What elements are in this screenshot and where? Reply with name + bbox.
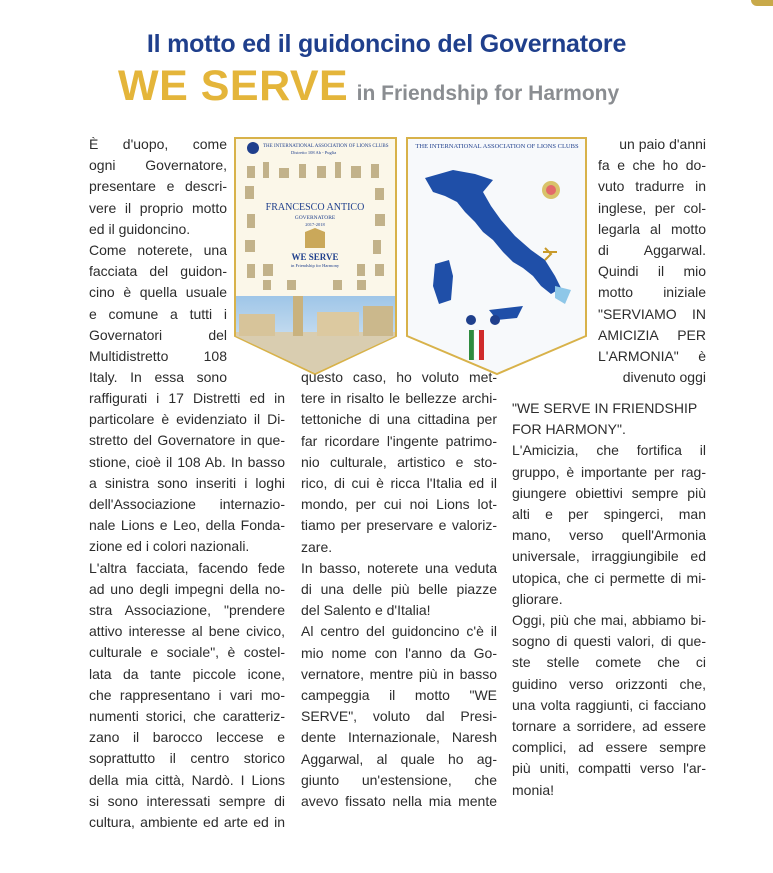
text-line: una volta raggiunti, ci facciano — [512, 696, 706, 713]
text-line: AMICIZIA PER — [598, 326, 706, 343]
text-line: Al centro del guidoncino c'è il — [301, 623, 497, 640]
pennant-left-district: Distretto 108 Ab - Puglia — [291, 150, 337, 155]
text-line: Quindi il mio — [598, 263, 706, 280]
text-line: a sinistra sono inseriti i loghi — [89, 474, 285, 491]
text-line: L'altra facciata, facendo fede — [89, 559, 285, 576]
text-line: monia! — [512, 781, 555, 798]
text-line: avevo fissato nella mia mente — [301, 793, 497, 810]
text-line: lata da tante piccole icone, — [89, 665, 285, 682]
text-line: FOR HARMONY". — [512, 421, 626, 438]
text-line: attivo interesse al bene civico, — [89, 623, 285, 640]
text-line: gliorare. — [512, 590, 563, 607]
text-line: campeggia il motto "WE — [301, 687, 497, 704]
text-line: L'ARMONIA" è — [598, 348, 706, 365]
text-line: si sono interessati sempre di — [89, 792, 285, 809]
text-line: giungere obiettivi sempre più — [512, 484, 706, 501]
motto-we-serve: WE SERVE — [118, 62, 349, 110]
text-line: Come noterete, una — [89, 242, 227, 259]
text-line: stretto del Governatore in que- — [89, 432, 285, 449]
text-line: zano il barocco leccese e — [89, 729, 285, 746]
text-line: mondo, per cui noi Lions lot- — [301, 496, 497, 513]
text-line: nio culturale, artistico e sto- — [301, 453, 497, 470]
text-line: ste stelle comete che ci — [512, 654, 706, 671]
text-line: presentare e descri- — [89, 178, 227, 195]
text-line: tiamo per preservare e valoriz- — [301, 517, 497, 534]
text-line: mano, verso quell'Armonia — [512, 527, 706, 544]
text-line: ogni Governatore, — [89, 157, 227, 174]
corner-decoration — [751, 0, 773, 6]
text-line: sogno di questi valori, di que- — [512, 633, 706, 650]
pennant-left-top-text: THE INTERNATIONAL ASSOCIATION OF LIONS CLUBS — [263, 144, 389, 149]
text-line: ad uno degli impegni della no- — [89, 580, 285, 597]
text-line: più uniti, compatti verso l'ar- — [512, 760, 706, 777]
pennant-right-title: THE INTERNATIONAL ASSOCIATION OF LIONS CLUBS — [415, 143, 579, 150]
text-line: utopica, che ci permette di mi- — [512, 569, 706, 586]
text-line: Oggi, più che mai, abbiamo bi- — [512, 612, 706, 629]
text-line: zione ed i colori nazionali. — [89, 538, 250, 555]
text-line: facciata del guidon- — [89, 263, 227, 280]
text-line: dente Internazionale, Naresh — [301, 729, 497, 746]
text-line: soprattutto il centro storico — [89, 750, 285, 767]
text-line: vernatore, mentre più in basso — [301, 665, 497, 682]
pennant-back-image — [405, 136, 588, 376]
text-line: dell'Associazione internazio- — [89, 496, 285, 513]
text-line: numenti storici, che caratteriz- — [89, 708, 285, 725]
text-line: universale, irraggiungibile ed — [512, 548, 706, 565]
text-line: vere il proprio motto — [89, 199, 227, 216]
text-line: inglese, per col- — [598, 199, 706, 216]
text-line: e comune a tutti i — [89, 305, 227, 322]
text-line: cino è quella usuale — [89, 284, 227, 301]
text-line: Italy. In essa sono — [89, 369, 227, 386]
text-line: far ricordare l'ingente patrimo- — [301, 432, 497, 449]
text-line: L'Amicizia, che fortifica il — [512, 442, 706, 459]
text-line: Governatori del — [89, 326, 227, 343]
text-line: di Aggarwal. — [598, 242, 706, 259]
text-line: zare. — [301, 538, 333, 555]
governor-name: FRANCESCO ANTICO — [265, 202, 365, 213]
page-title: Il motto ed il guidoncino del Governatore — [146, 30, 627, 58]
text-line: Multidistretto 108 — [89, 348, 227, 365]
pennant-front-image — [233, 136, 398, 376]
text-line: "SERVIAMO IN — [598, 305, 706, 322]
text-line: culturale e sociale", è costel- — [89, 644, 285, 661]
column-1-bottom — [89, 388, 285, 833]
text-line: rico, di cui è ricca l'Italia ed il — [301, 475, 497, 492]
text-line: giunto un'estensione, che — [301, 771, 497, 788]
governor-years: 2017-2018 — [305, 222, 325, 227]
text-line: motto iniziale — [598, 284, 706, 301]
text-line: È d'uopo, come — [89, 136, 227, 152]
text-line: particolare è evidenziato il Di- — [89, 411, 285, 428]
text-line: SERVE", voluto dal Presi- — [301, 708, 497, 725]
text-line: fa e che ho do- — [598, 157, 706, 174]
text-line: divenuto oggi — [622, 369, 706, 386]
text-line: raffigurati i 17 Distretti ed in — [89, 390, 285, 406]
text-line: mio nome con l'anno da Go- — [301, 644, 497, 661]
text-line: che rappresentano i vari mo- — [89, 686, 285, 703]
pennant-motto-sub: in Friendship for Harmony — [290, 263, 340, 268]
motto-heading — [118, 62, 619, 111]
text-line: "WE SERVE IN FRIENDSHIP — [512, 400, 698, 416]
text-line: del Salento e d'Italia! — [301, 602, 431, 619]
motto-tail: in Friendship for Harmony — [356, 82, 620, 105]
text-line: questo caso, ho voluto met- — [301, 369, 497, 385]
text-line: legarla al motto — [598, 220, 706, 237]
pennant-motto: WE SERVE — [291, 252, 339, 262]
text-line: stra Associazione, "prendere — [89, 602, 285, 619]
text-line: tettoniche di una cittadina per — [301, 411, 497, 428]
text-line: ed il guidoncino. — [89, 220, 191, 237]
text-line: alti e per spingerci, man — [512, 506, 706, 523]
column-1-top — [89, 134, 227, 388]
text-line: gruppo, è importante per rag- — [512, 463, 706, 480]
text-line: Aggarwal, al quale ho ag- — [301, 750, 497, 767]
text-line: guidino verso orizzonti che, — [512, 675, 706, 692]
text-line: stione, cioè il 108 Ab. In basso — [89, 453, 285, 470]
text-line: un paio d'anni — [619, 136, 706, 152]
text-line: tere in risalto le bellezze archi- — [301, 390, 497, 407]
text-line: tornare a sorridere, ad essere — [512, 718, 706, 735]
text-line: In basso, noterete una veduta — [301, 559, 497, 576]
text-line: cultura, ambiente ed arte ed in — [89, 814, 285, 831]
column-3-top — [598, 134, 706, 388]
text-line: nale Lions e Leo, della Fonda- — [89, 517, 285, 534]
governor-label: GOVERNATORE — [294, 215, 336, 221]
text-line: della mia città, Nardò. I Lions — [89, 771, 285, 788]
column-3-bottom — [512, 398, 706, 801]
text-line: di una delle più belle piazze — [301, 581, 497, 598]
text-line: vuto tradurre in — [598, 178, 706, 195]
column-2 — [301, 367, 497, 812]
text-line: complici, ad essere sempre — [512, 739, 706, 756]
